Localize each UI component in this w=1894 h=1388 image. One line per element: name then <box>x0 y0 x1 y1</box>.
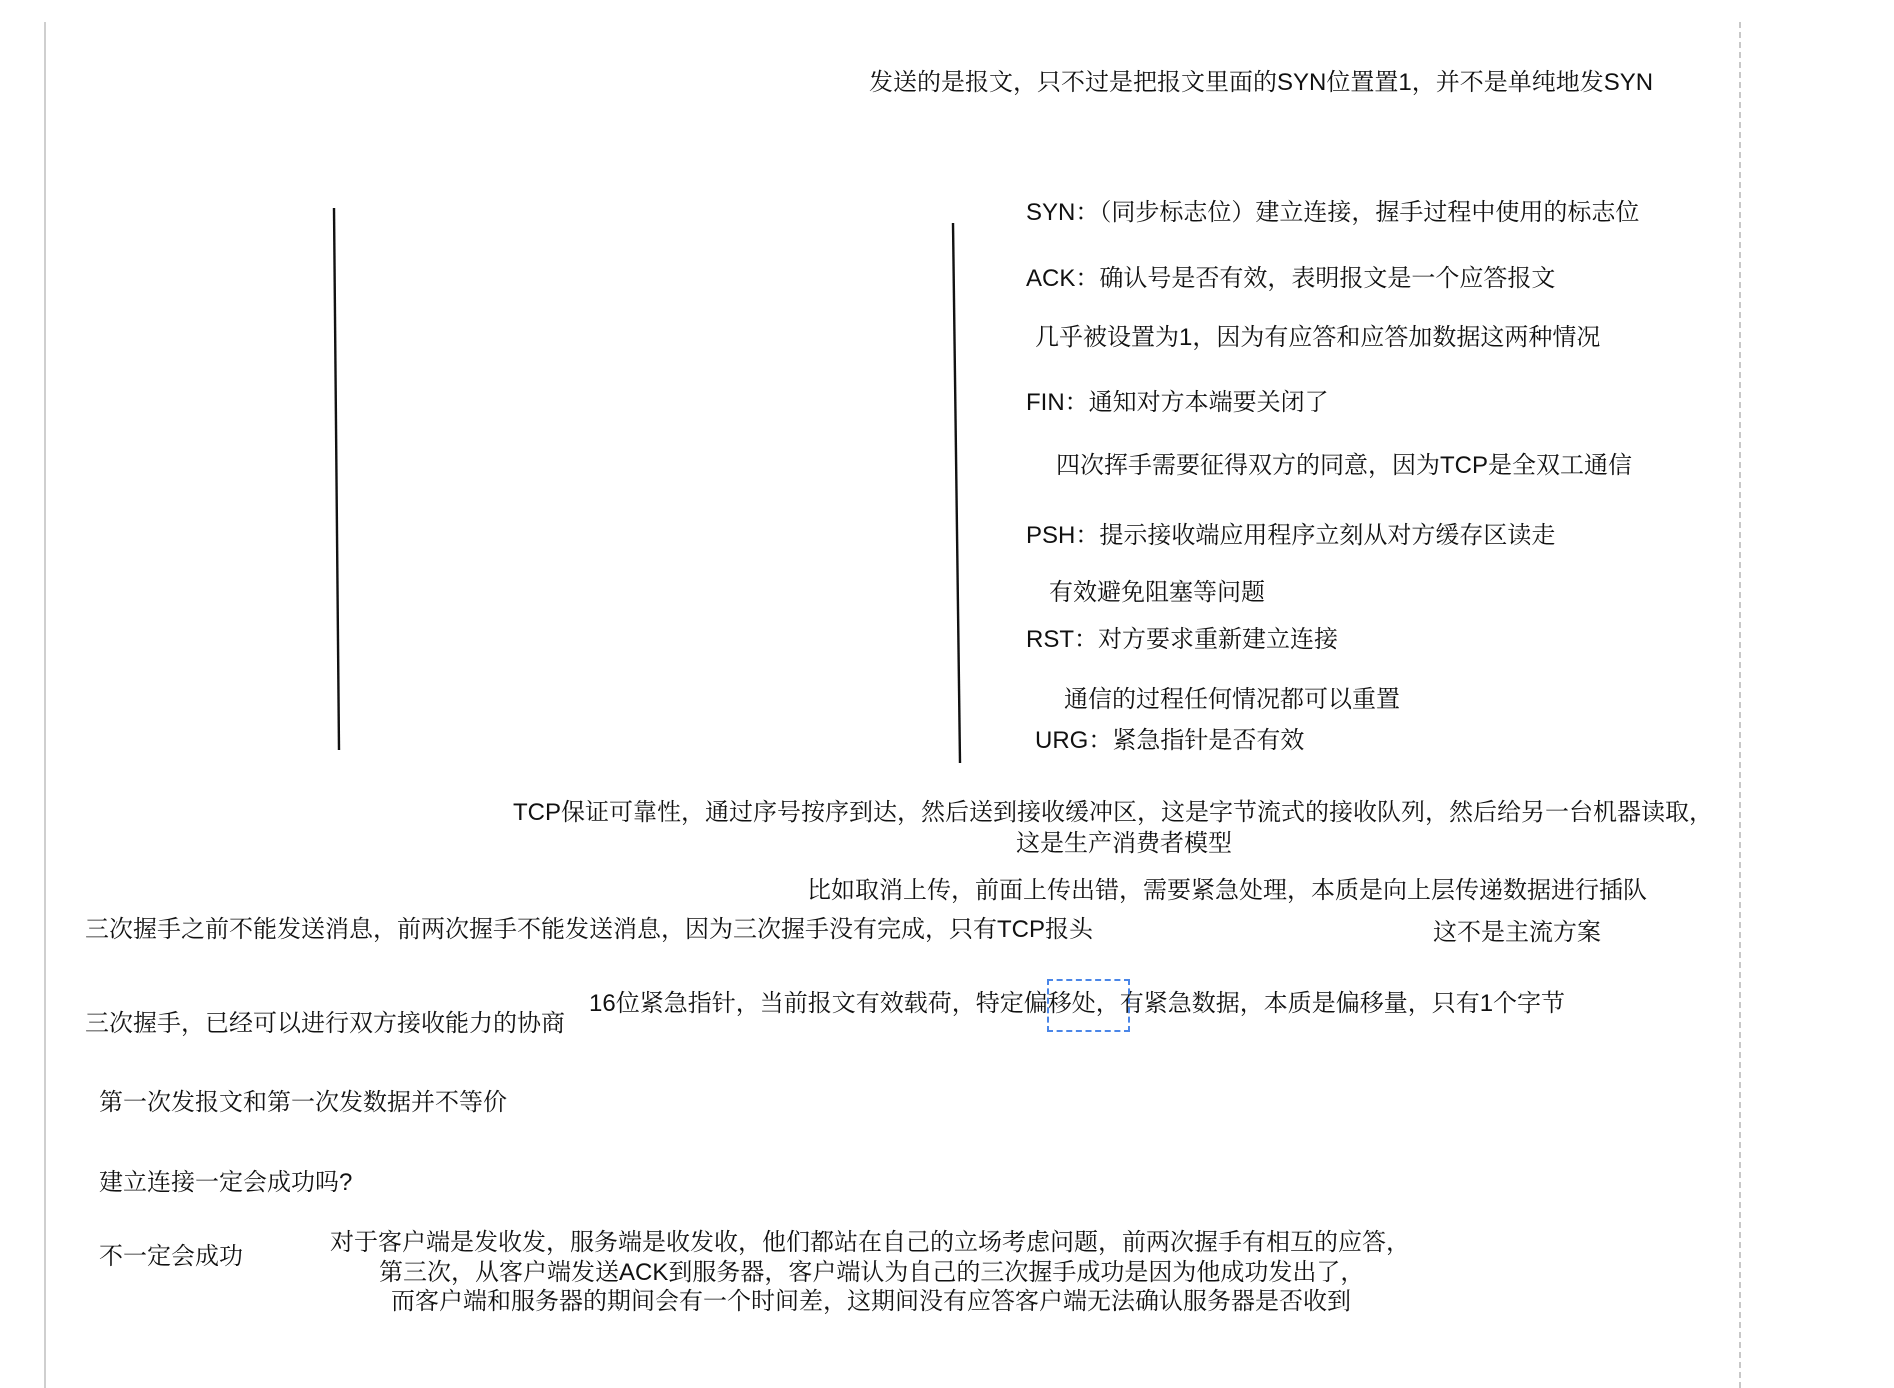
explanation-line-3[interactable]: 而客户端和服务器的期间会有一个时间差，这期间没有应答客户端无法确认服务器是否收到 <box>391 1288 1351 1315</box>
vertical-line-right[interactable] <box>953 223 960 763</box>
text-selection-box[interactable] <box>1047 979 1130 1032</box>
flag-ack-note[interactable]: ACK：确认号是否有效，表明报文是一个应答报文 <box>1026 265 1556 292</box>
flag-urg-note[interactable]: URG：紧急指针是否有效 <box>1035 727 1305 754</box>
reliability-note-line-2[interactable]: 这是生产消费者模型 <box>1016 830 1232 857</box>
flag-psh-note[interactable]: PSH：提示接收端应用程序立刻从对方缓存区读走 <box>1026 522 1556 549</box>
page-border-right-dashed <box>1739 22 1741 1388</box>
handshake-negotiation-note[interactable]: 三次握手，已经可以进行双方接收能力的协商 <box>85 1010 565 1037</box>
handshake-before-note[interactable]: 三次握手之前不能发送消息，前两次握手不能发送消息，因为三次握手没有完成，只有TCP报头 <box>85 916 1093 943</box>
flag-ack-detail-note[interactable]: 几乎被设置为1，因为有应答和应答加数据这两种情况 <box>1035 324 1601 351</box>
urgent-pointer-note[interactable]: 16位紧急指针，当前报文有效载荷，特定偏移处，有紧急数据，本质是偏移量，只有1个字节 <box>589 990 1566 1017</box>
flag-rst-detail-note[interactable]: 通信的过程任何情况都可以重置 <box>1064 686 1400 713</box>
first-packet-note[interactable]: 第一次发报文和第一次发数据并不等价 <box>99 1089 507 1116</box>
reliability-note-line-1[interactable]: TCP保证可靠性，通过序号按序到达，然后送到接收缓冲区，这是字节流式的接收队列，然后给另一台机器读取， <box>513 799 1713 826</box>
flag-psh-detail-note[interactable]: 有效避免阻塞等问题 <box>1049 579 1265 606</box>
flag-fin-note[interactable]: FIN：通知对方本端要关闭了 <box>1026 389 1329 416</box>
not-mainstream-note[interactable]: 这不是主流方案 <box>1433 919 1601 946</box>
syn-message-note[interactable]: 发送的是报文，只不过是把报文里面的SYN位置置1，并不是单纯地发SYN <box>869 69 1654 96</box>
connection-answer-note[interactable]: 不一定会成功 <box>99 1243 243 1270</box>
vertical-line-left[interactable] <box>334 208 339 750</box>
flag-syn-note[interactable]: SYN：（同步标志位）建立连接，握手过程中使用的标志位 <box>1026 199 1640 226</box>
flag-fin-detail-note[interactable]: 四次挥手需要征得双方的同意，因为TCP是全双工通信 <box>1056 452 1632 479</box>
page-border-left <box>44 22 46 1388</box>
flag-rst-note[interactable]: RST：对方要求重新建立连接 <box>1026 626 1338 653</box>
connection-question-note[interactable]: 建立连接一定会成功吗? <box>99 1169 353 1196</box>
explanation-line-1[interactable]: 对于客户端是发收发，服务端是收发收，他们都站在自己的立场考虑问题，前两次握手有相互的应答， <box>330 1229 1410 1256</box>
explanation-line-2[interactable]: 第三次，从客户端发送ACK到服务器，客户端认为自己的三次握手成功是因为他成功发出了， <box>379 1259 1365 1286</box>
urgent-example-note[interactable]: 比如取消上传，前面上传出错，需要紧急处理，本质是向上层传递数据进行插队 <box>807 877 1647 904</box>
